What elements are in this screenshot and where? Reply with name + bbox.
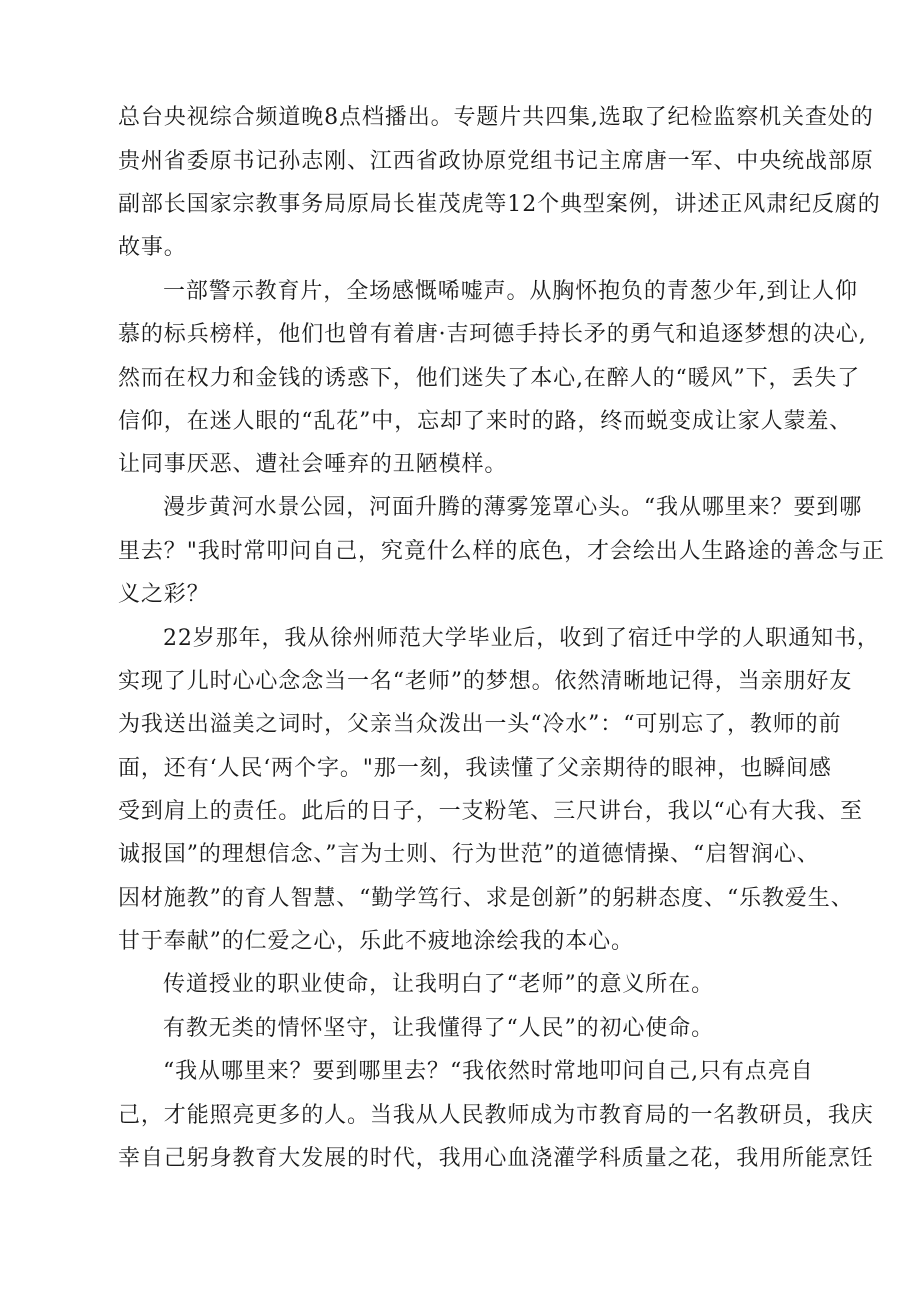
text-line: 故事。 <box>118 235 187 260</box>
text-line: 甘于奉献”的仁爱之心，乐此不疲地涂绘我的本心。 <box>118 929 634 954</box>
text-line: 己，才能照亮更多的人。当我从人民教师成为市教育局的一名教研员，我庆 <box>118 1103 874 1128</box>
text-line: 实现了儿时心心念念当一名“老师”的梦想。依然清晰地记得，当亲朋好友 <box>118 669 853 694</box>
text-line: 诚报国”的理想信念、”言为士则、行为世范”的道德情操、“启智润心、 <box>118 842 820 867</box>
text-line: 传道授业的职业使命，让我明白了“老师”的意义所在。 <box>163 972 714 997</box>
text-line: 里去？"我时常叩问自己，究竟什么样的底色，才会绘出人生路途的善念与正 <box>118 539 885 564</box>
text-line: 总台央视综合频道晚8点档播出。专题片共四集,选取了纪检监察机关查处的 <box>118 105 874 130</box>
text-line: 幸自己躬身教育大发展的时代，我用心血浇灌学科质量之花，我用所能烹饪 <box>118 1146 874 1171</box>
text-line: 慕的标兵榜样，他们也曾有着唐·吉珂德手持长矛的勇气和追逐梦想的决心, <box>118 322 867 347</box>
text-line: “我从哪里来？要到哪里去？“我依然时常地叩问自己,只有点亮自 <box>163 1059 814 1084</box>
text-line: 有教无类的情怀坚守，让我懂得了“人民”的初心使命。 <box>163 1016 714 1041</box>
text-line: 因材施教”的育人智慧、“勤学笃行、求是创新”的躬耕态度、“乐教爱生、 <box>118 886 854 911</box>
text-line: 然而在权力和金钱的诱惑下，他们迷失了本心,在醉人的“暖风”下，丢失了 <box>118 366 861 391</box>
text-line: 面，还有‘人民‘两个字。"那一刻，我读懂了父亲期待的眼神，也瞬间感 <box>118 756 832 781</box>
text-line: 22岁那年，我从徐州师范大学毕业后，收到了宿迁中学的人职通知书， <box>163 626 880 651</box>
text-line: 让同事厌恶、遭社会唾弃的丑陋模样。 <box>118 452 508 477</box>
text-line: 漫步黄河水景公园，河面升腾的薄雾笼罩心头。“我从哪里来？要到哪 <box>163 495 863 520</box>
text-line: 信仰，在迷人眼的“乱花”中，忘却了来时的路，终而蜕变成让家人蒙羞、 <box>118 409 853 434</box>
text-line: 副部长国家宗教事务局原局长崔茂虎等12个典型案例，讲述正风肃纪反腐的 <box>118 192 881 217</box>
text-line: 受到肩上的责任。此后的日子，一支粉笔、三尺讲台，我以“心有大我、至 <box>118 799 863 824</box>
text-line: 为我送出溢美之词时，父亲当众泼出一头“冷水”：“可别忘了，教师的前 <box>118 712 842 737</box>
text-line: 义之彩？ <box>118 582 210 607</box>
text-line: 一部警示教育片，全场感慨唏嘘声。从胸怀抱负的青葱少年,到让人仰 <box>163 279 858 304</box>
text-line: 贵州省委原书记孙志刚、江西省政协原党组书记主席唐一军、中央统战部原 <box>118 149 874 174</box>
